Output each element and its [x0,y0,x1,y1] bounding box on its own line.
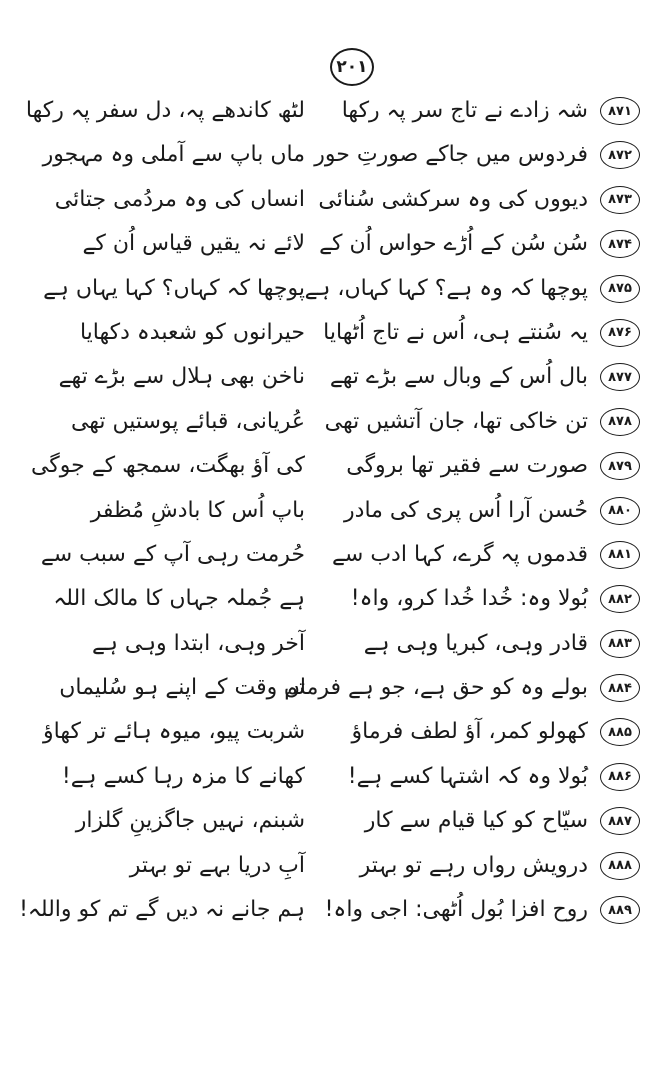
couplet-row [19,889,640,933]
couplet-second-line: حیرانوں کو شعبدہ دکھایا [79,319,305,345]
page-number: ۲۰۱ [330,48,374,86]
couplet-first-line: سُن سُن کے اُڑے حواس اُن کے [319,231,588,257]
couplet-number: ۸۷۷ [600,363,640,391]
couplet-first-line: شہ زادے نے تاج سر پہ رکھا [341,98,588,123]
couplet-first-line: حُسن آرا اُس پری کی مادر [344,497,588,523]
couplet-row [40,179,640,223]
couplet-number: ۸۷۵ [600,275,640,303]
couplet-row [40,401,640,445]
couplet-row [30,445,640,489]
couplet-second-line: عُریانی، قبائے پوستیں تھی [70,408,305,434]
couplet-number: ۸۷۳ [600,186,640,214]
couplet-row [40,845,640,889]
couplet-row [40,578,640,622]
couplet-number: ۸۷۸ [600,408,640,436]
couplet-second-line: کی آؤ بھگت، سمجھ کے جوگی [30,453,305,479]
couplet-row [40,534,640,578]
couplet-row [40,623,640,667]
couplet-first-line: بُولا وہ: خُدا خُدا کرو، واہ! [350,586,588,612]
couplet-first-line: کھولو کمر، آؤ لطف فرماؤ [351,719,588,745]
couplet-number: ۸۸۵ [600,718,640,746]
couplet-row [40,711,640,755]
couplet-second-line: ہے جُملہ جہاں کا مالک اللہ [53,586,305,612]
couplet-row [40,800,640,844]
couplet-first-line: درویش رواں رہے تو بہتر [359,852,588,878]
couplet-row [40,268,640,312]
couplet-second-line: آخر وہی، ابتدا وہی ہے [92,630,305,656]
couplet-number: ۸۸۹ [600,896,640,924]
couplet-number: ۸۷۴ [600,230,640,258]
couplet-second-line: پوچھا کہ کہاں؟ کہا یہاں ہے [43,275,305,301]
couplet-number: ۸۷۹ [600,452,640,480]
couplet-second-line: حُرمت رہی آپ کے سبب سے [40,541,305,567]
couplet-first-line: صورت سے فقیر تھا بروگی [346,453,588,479]
couplet-number: ۸۸۰ [600,497,640,525]
couplet-second-line: باپ اُس کا بادشِ مُظفر [90,497,305,523]
couplet-first-line: پوچھا کہ وہ ہے؟ کہا کہاں، ہے [304,275,588,301]
couplet-first-line: بولے وہ کو حق ہے، جو ہے فرماں [283,675,588,701]
couplet-number: ۸۸۶ [600,763,640,791]
couplet-row [40,134,640,178]
couplet-number: ۸۸۲ [600,585,640,613]
couplet-second-line: کھانے کا مزہ رہا کسے ہے! [61,763,305,789]
couplet-list [19,90,640,933]
couplet-row [40,667,640,711]
couplet-first-line: سیّاح کو کیا قیام سے کار [364,808,588,834]
couplet-second-line: ناخن بھی ہلال سے بڑے تھے [58,364,305,390]
couplet-row [25,90,640,134]
couplet-first-line: بال اُس کے وبال سے بڑے تھے [329,364,588,390]
couplet-number: ۸۷۶ [600,319,640,347]
couplet-second-line: ماں باپ سے آملی وہ مہجور [42,142,305,168]
couplet-number: ۸۸۳ [600,630,640,658]
couplet-first-line: فردوس میں جاکے صورتِ حور [314,142,588,168]
couplet-first-line: قادر وہی، کبریا وہی ہے [363,630,588,656]
couplet-row [40,223,640,267]
couplet-number: ۸۷۱ [600,97,640,125]
couplet-row [40,756,640,800]
couplet-first-line: تن خاکی تھا، جان آتشیں تھی [324,408,588,434]
couplet-number: ۸۸۸ [600,852,640,880]
couplet-second-line: ہم جانے نہ دیں گے تم کو واللہ! [19,897,305,923]
couplet-first-line: بُولا وہ کہ اشتہا کسے ہے! [347,763,588,789]
couplet-row [40,356,640,400]
couplet-first-line: یہ سُنتے ہی، اُس نے تاج اُٹھایا [323,319,588,345]
couplet-row [40,312,640,356]
couplet-second-line: انساں کی وہ مردُمی جتائی [54,186,305,212]
couplet-second-line: تم وقت کے اپنے ہو سُلیماں [59,675,305,701]
couplet-second-line: آبِ دریا بہے تو بہتر [129,852,305,878]
couplet-number: ۸۸۴ [600,674,640,702]
couplet-number: ۸۷۲ [600,141,640,169]
couplet-number: ۸۸۷ [600,807,640,835]
couplet-second-line: لائے نہ یقیں قیاس اُن کے [82,231,305,257]
couplet-first-line: قدموں پہ گرے، کہا ادب سے [332,541,588,567]
book-page [19,30,640,1060]
couplet-second-line: لٹھ کاندھے پہ، دل سفر پہ رکھا [25,98,305,123]
couplet-row [40,490,640,534]
couplet-first-line: دیووں کی وہ سرکشی سُنائی [318,186,588,212]
couplet-first-line: روح افزا بُول اُٹھی: اجی واہ! [324,897,588,923]
couplet-second-line: شبنم، نہیں جاگزینِ گلزار [75,808,305,834]
couplet-second-line: شربت پیو، میوہ ہائے تر کھاؤ [43,719,305,745]
couplet-number: ۸۸۱ [600,541,640,569]
